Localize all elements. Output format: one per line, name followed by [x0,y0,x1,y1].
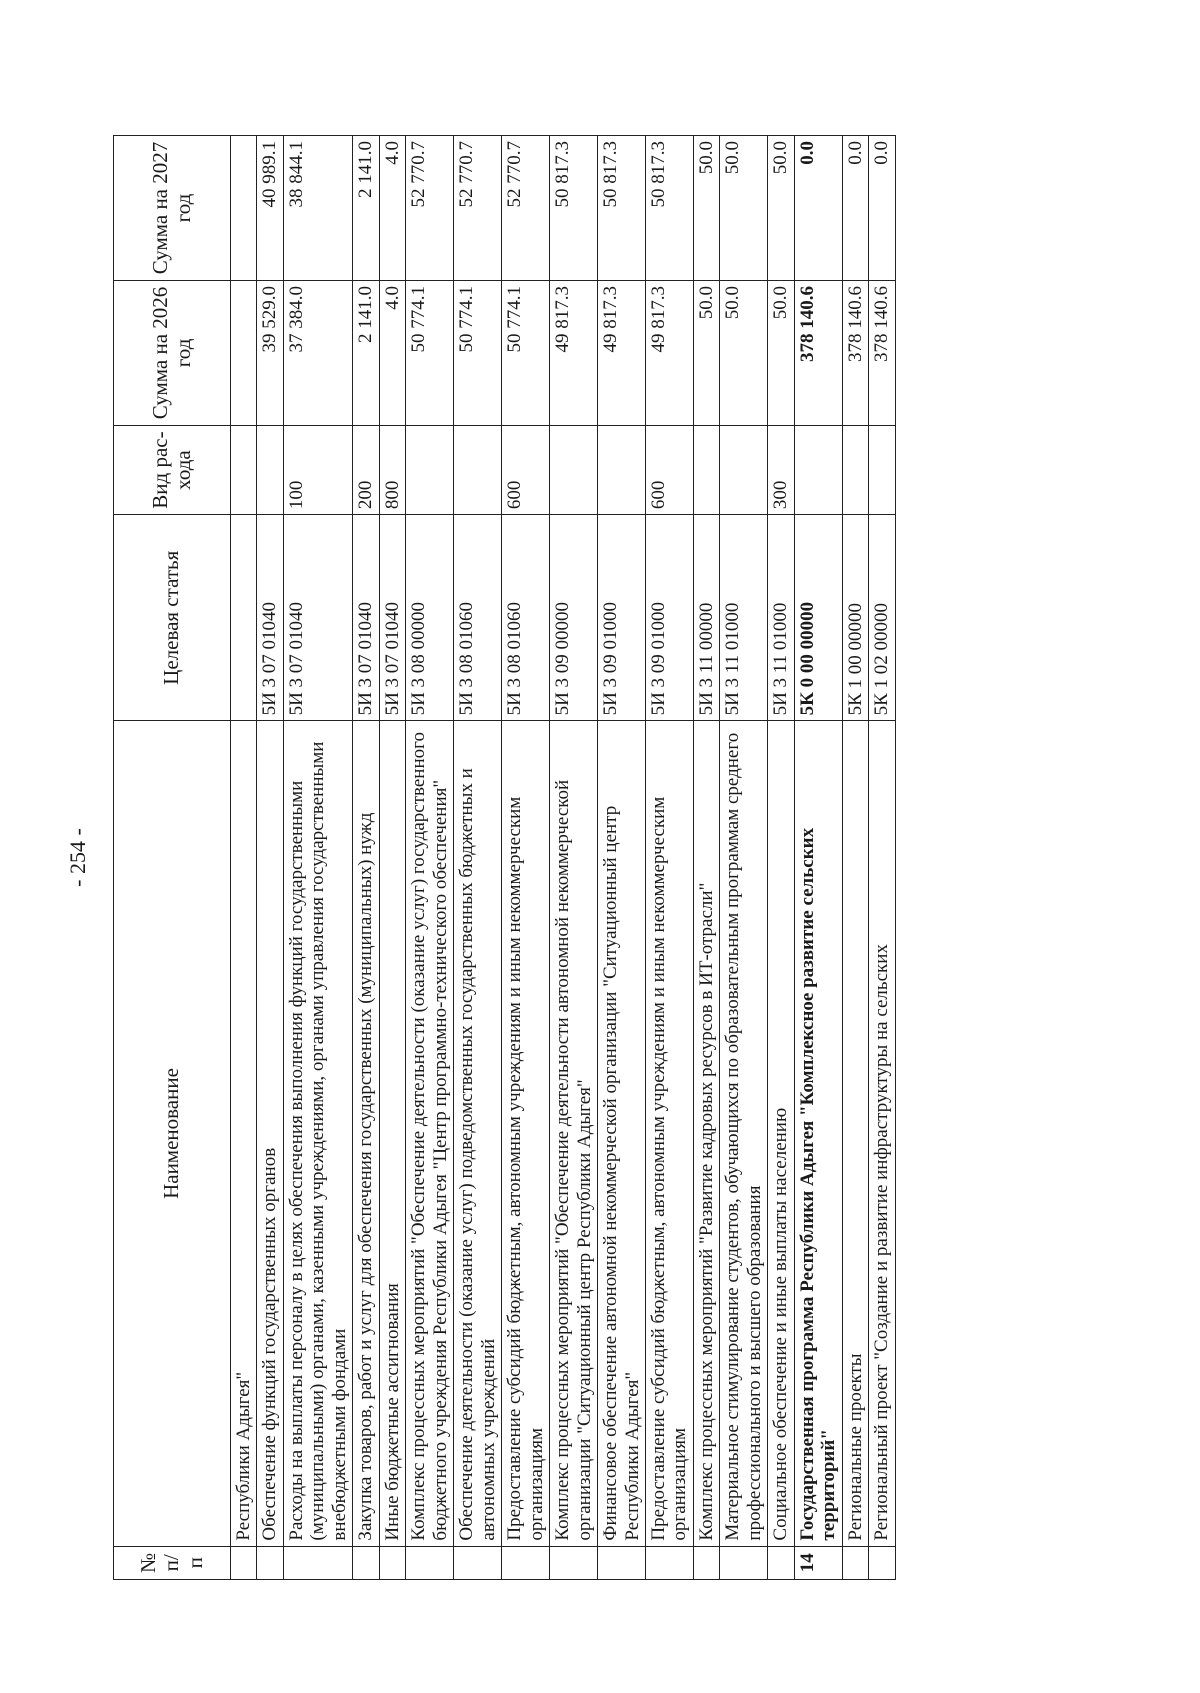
table-row [379,136,405,1580]
cell-name: Региональный проект "Создание и развитие инфраструктуры на сельских [869,721,895,1546]
cell-num [283,1546,352,1579]
cell-sum-2027: 50.0 [693,136,719,281]
cell-sum-2026: 50 774.1 [454,280,502,425]
cell-sum-2027: 52 770.7 [502,136,550,281]
cell-sum-2026: 50.0 [720,280,768,425]
cell-num [768,1546,794,1579]
cell-name: Финансовое обеспечение автономной некоммерческой организации "Ситуационный центр Республики Адыгея" [598,721,646,1546]
cell-name: Комплекс процессных мероприятий "Обеспечение деятельности (оказание услуг) государственного бюджетного учреждения Республики Адыгея "Центр программно-технического обеспечения" [406,721,454,1546]
budget-table [113,135,896,1580]
cell-num [842,1546,868,1579]
cell-sum-2027: 52 770.7 [406,136,454,281]
cell-num [598,1546,646,1579]
cell-vid [842,425,868,514]
cell-vid [257,425,283,514]
cell-sum-2026: 49 817.3 [645,280,693,425]
cell-sum-2027: 38 844.1 [283,136,352,281]
header-sum-2026: Сумма на 2026 год [114,280,231,425]
cell-vid [406,425,454,514]
cell-sum-2026: 2 141.0 [353,280,379,425]
cell-sum-2026: 378 140.6 [869,280,895,425]
cell-vid: 200 [353,425,379,514]
cell-sum-2026: 50.0 [693,280,719,425]
cell-sum-2027: 52 770.7 [454,136,502,281]
cell-vid [598,425,646,514]
table-row [645,136,693,1580]
cell-vid: 600 [645,425,693,514]
cell-sum-2026 [231,280,257,425]
header-num: № п/п [114,1546,231,1579]
header-code: Целевая статья [114,515,231,721]
cell-code: 5И 3 11 01000 [768,515,794,721]
cell-vid: 300 [768,425,794,514]
cell-vid [693,425,719,514]
table-row [406,136,454,1580]
cell-sum-2027: 4.0 [379,136,405,281]
rotated-page [65,135,1083,1580]
cell-sum-2026: 37 384.0 [283,280,352,425]
cell-name: Республики Адыгея" [231,721,257,1546]
cell-num: 14 [794,1546,842,1579]
cell-name: Материальное стимулирование студентов, обучающихся по образовательным программам среднего профессионального и высшего образования [720,721,768,1546]
cell-name: Региональные проекты [842,721,868,1546]
cell-num [550,1546,598,1579]
cell-num [406,1546,454,1579]
cell-code: 5К 1 02 00000 [869,515,895,721]
cell-name: Социальное обеспечение и иные выплаты населению [768,721,794,1546]
cell-vid [869,425,895,514]
cell-code: 5И 3 09 01000 [598,515,646,721]
cell-sum-2027: 50.0 [720,136,768,281]
table-row [257,136,283,1580]
cell-num [257,1546,283,1579]
cell-num [379,1546,405,1579]
cell-sum-2027: 0.0 [869,136,895,281]
table-row [598,136,646,1580]
cell-sum-2027: 50.0 [768,136,794,281]
header-sum-2027: Сумма на 2027 год [114,136,231,281]
page-number: - 254 - [65,828,90,887]
cell-num [869,1546,895,1579]
cell-sum-2027 [231,136,257,281]
cell-code: 5И 3 11 01000 [720,515,768,721]
cell-code: 5И 3 07 01040 [257,515,283,721]
cell-sum-2027: 0.0 [842,136,868,281]
cell-sum-2026: 50.0 [768,280,794,425]
cell-code: 5К 1 00 00000 [842,515,868,721]
cell-sum-2027: 2 141.0 [353,136,379,281]
table-row [231,136,257,1580]
cell-name: Расходы на выплаты персоналу в целях обеспечения выполнения функций государственными (муниципальными) органами, казенными учреждениями, органами управления государственными внебюджетными фондами [283,721,352,1546]
cell-sum-2027: 0.0 [794,136,842,281]
cell-code: 5И 3 08 01060 [502,515,550,721]
cell-sum-2026: 39 529.0 [257,280,283,425]
cell-num [693,1546,719,1579]
cell-num [231,1546,257,1579]
cell-vid [794,425,842,514]
cell-sum-2026: 378 140.6 [794,280,842,425]
cell-code: 5И 3 08 01060 [454,515,502,721]
cell-sum-2026: 50 774.1 [406,280,454,425]
cell-name: Комплекс процессных мероприятий "Развитие кадровых ресурсов в ИТ-отрасли" [693,721,719,1546]
cell-vid: 100 [283,425,352,514]
table-body [231,136,896,1580]
cell-sum-2027: 50 817.3 [550,136,598,281]
cell-num [353,1546,379,1579]
cell-code [231,515,257,721]
cell-code: 5И 3 09 00000 [550,515,598,721]
table-row [454,136,502,1580]
table-row [768,136,794,1580]
cell-sum-2026: 49 817.3 [550,280,598,425]
cell-name: Предоставление субсидий бюджетным, автономным учреждениям и иным некоммерческим организациям [645,721,693,1546]
cell-sum-2027: 40 989.1 [257,136,283,281]
cell-sum-2026: 49 817.3 [598,280,646,425]
cell-vid [454,425,502,514]
cell-name: Комплекс процессных мероприятий "Обеспечение деятельности автономной некоммерческой организации "Ситуационный центр Республики Адыгея" [550,721,598,1546]
cell-name: Государственная программа Республики Адыгея "Комплексное развитие сельских территорий" [794,721,842,1546]
cell-vid [231,425,257,514]
table-row [502,136,550,1580]
cell-code: 5И 3 07 01040 [379,515,405,721]
table-header-row [114,136,231,1580]
cell-sum-2026: 50 774.1 [502,280,550,425]
cell-sum-2027: 50 817.3 [645,136,693,281]
cell-sum-2027: 50 817.3 [598,136,646,281]
cell-vid [720,425,768,514]
cell-num [454,1546,502,1579]
cell-code: 5И 3 09 01000 [645,515,693,721]
cell-name: Предоставление субсидий бюджетным, автономным учреждениям и иным некоммерческим организациям [502,721,550,1546]
cell-num [720,1546,768,1579]
cell-code: 5И 3 07 01040 [283,515,352,721]
table-row [794,136,842,1580]
cell-sum-2026: 4.0 [379,280,405,425]
table-row [842,136,868,1580]
cell-name: Обеспечение деятельности (оказание услуг) подведомственных государственных бюджетных и автономных учреждений [454,721,502,1546]
cell-name: Обеспечение функций государственных органов [257,721,283,1546]
cell-num [645,1546,693,1579]
cell-num [502,1546,550,1579]
table-row [550,136,598,1580]
cell-vid [550,425,598,514]
cell-code: 5И 3 08 00000 [406,515,454,721]
table-row [693,136,719,1580]
cell-sum-2026: 378 140.6 [842,280,868,425]
cell-vid: 800 [379,425,405,514]
cell-name: Закупка товаров, работ и услуг для обеспечения государственных (муниципальных) нужд [353,721,379,1546]
cell-code: 5И 3 07 01040 [353,515,379,721]
table-row [720,136,768,1580]
cell-vid: 600 [502,425,550,514]
header-vid: Вид рас-хода [114,425,231,514]
cell-code: 5И 3 11 00000 [693,515,719,721]
table-row [283,136,352,1580]
table-row [353,136,379,1580]
cell-code: 5К 0 00 00000 [794,515,842,721]
cell-name: Иные бюджетные ассигнования [379,721,405,1546]
header-name: Наименование [114,721,231,1546]
table-row [869,136,895,1580]
